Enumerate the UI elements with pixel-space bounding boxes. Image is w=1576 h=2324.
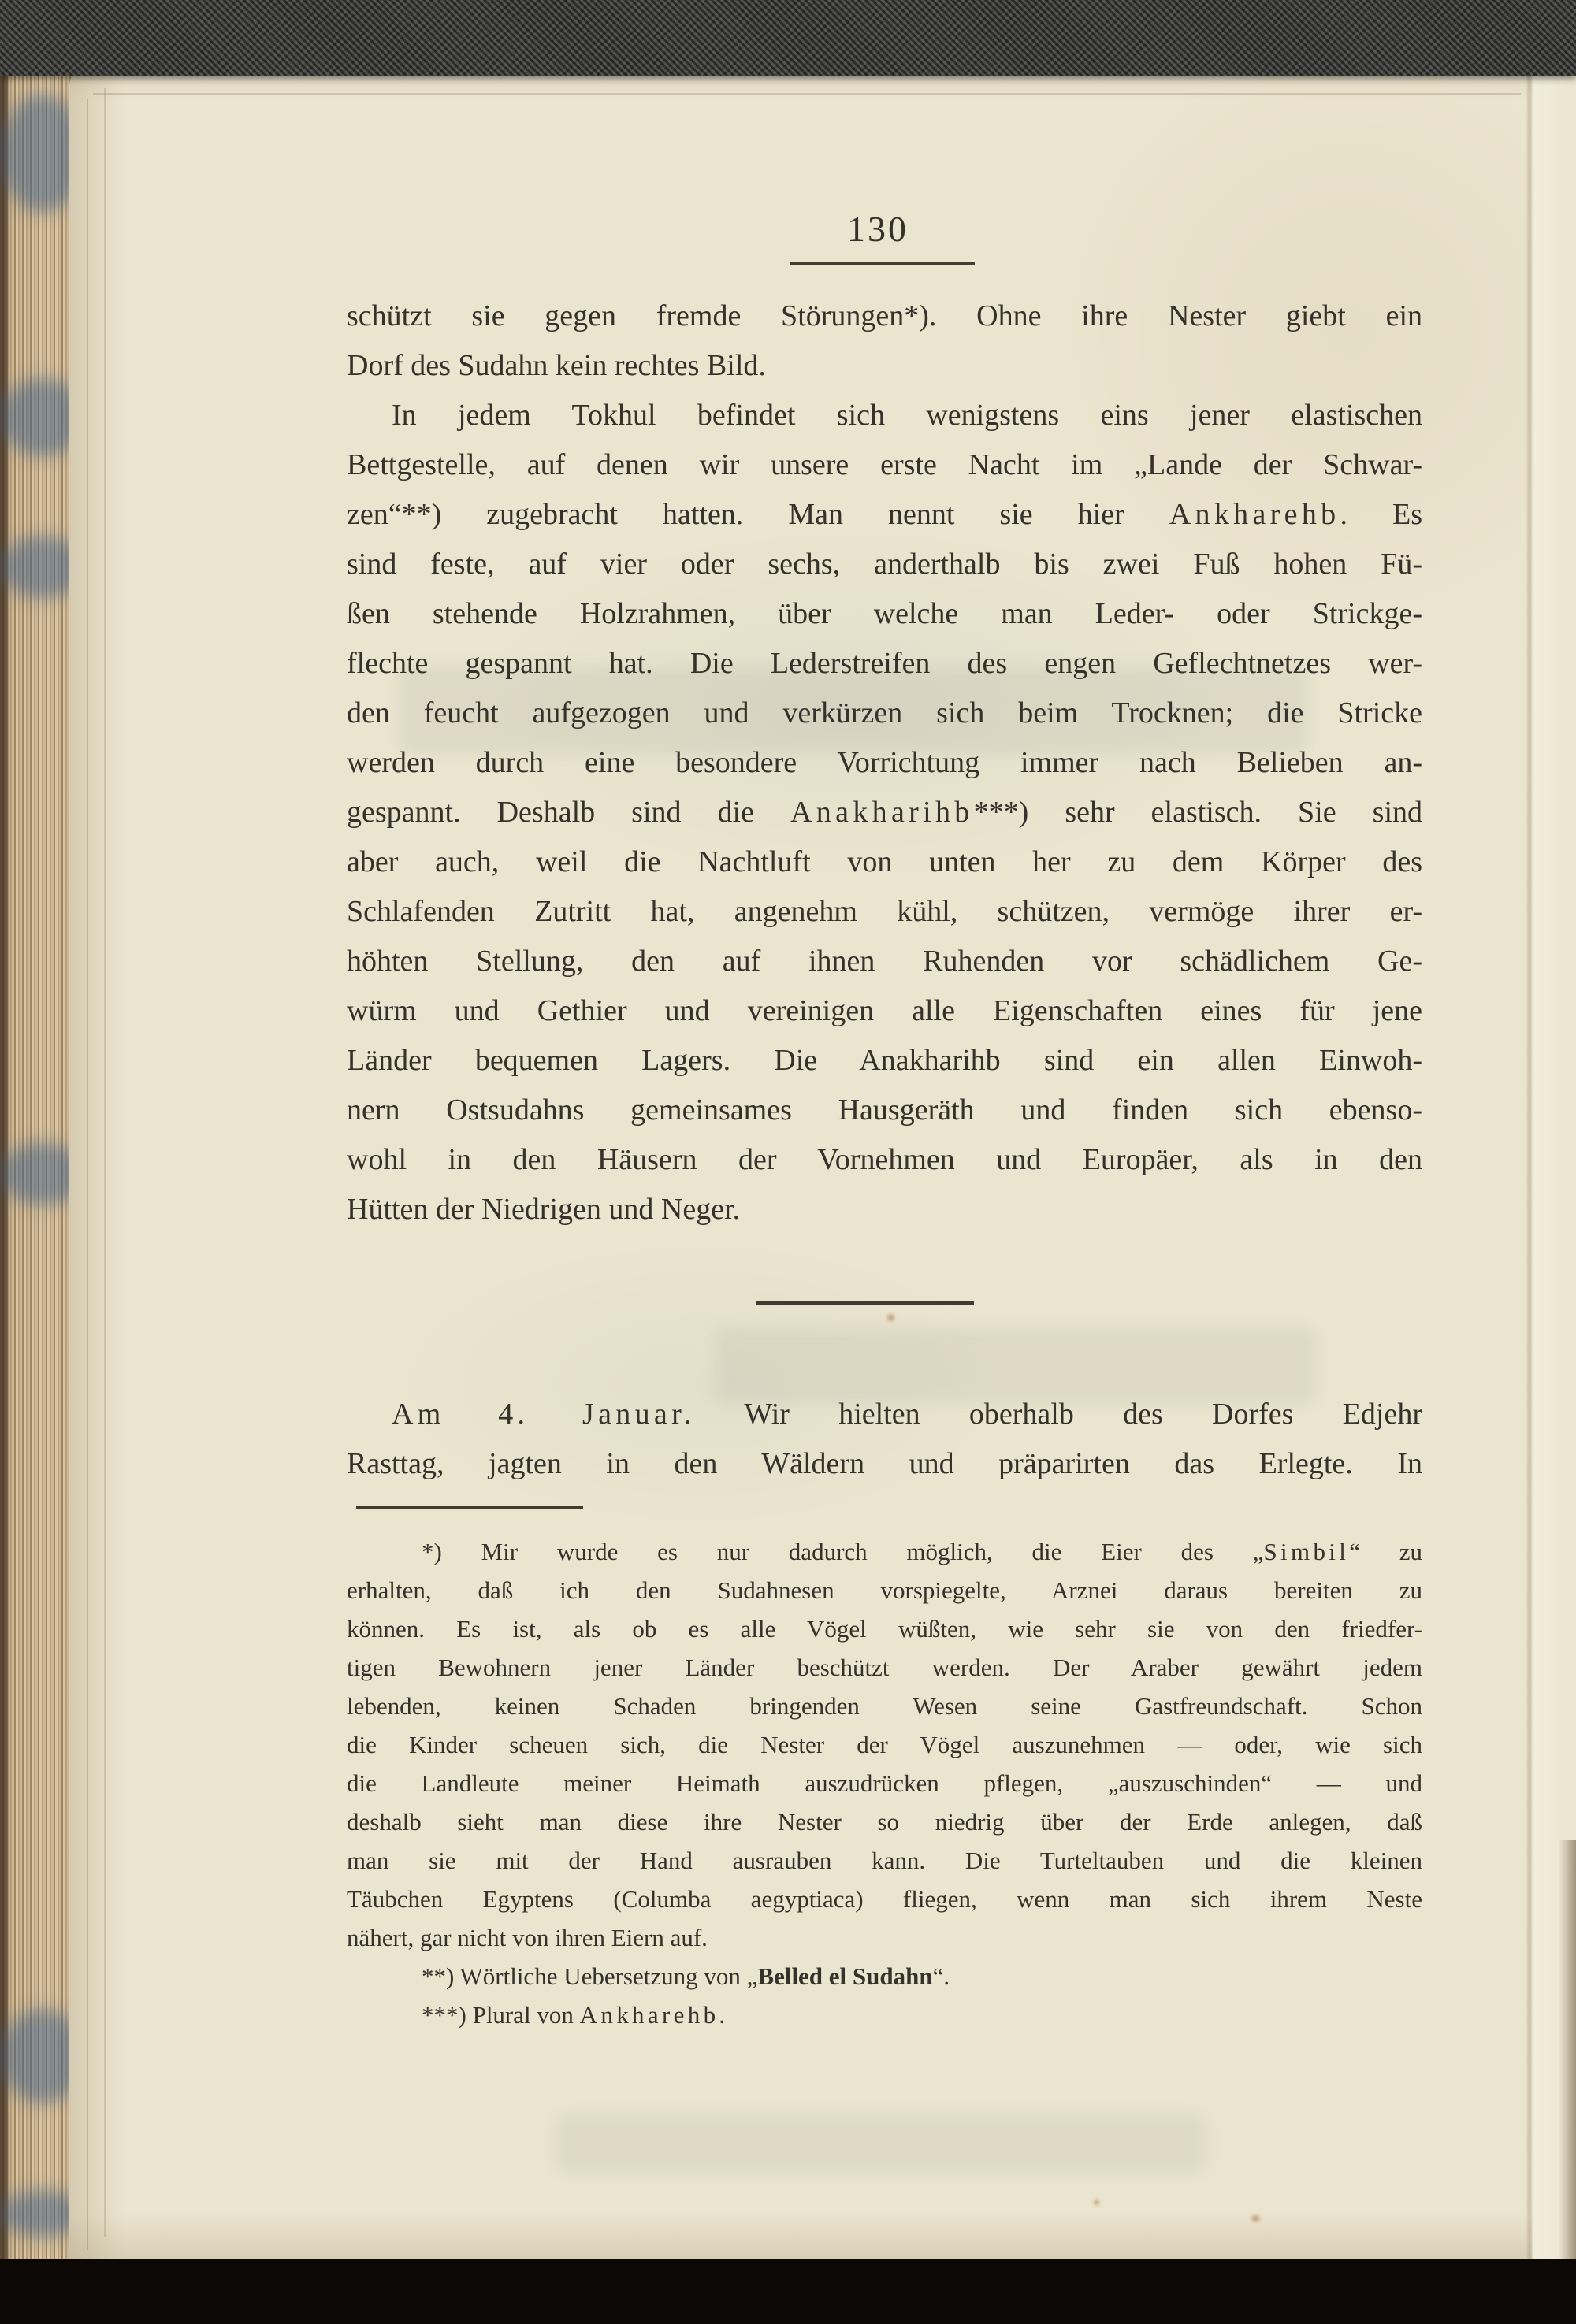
text-run: *) Mir wurde es nur dadurch möglich, die Eier des „ [422, 1538, 1264, 1565]
text-run: schützt sie gegen fremde Störungen*). Ohne ihre Nester giebt ein [347, 299, 1422, 332]
footnotes [347, 1532, 1422, 2034]
book-bottom-edge [0, 2259, 1576, 2324]
text-line [347, 391, 1422, 440]
text-line [347, 738, 1422, 788]
text-line [347, 1725, 1422, 1764]
page-number: 130 [847, 209, 909, 249]
text-line [347, 1687, 1422, 1725]
page-number-rule [790, 262, 975, 265]
text-line [347, 1185, 1422, 1234]
emphasized-text-run: Am 4. Januar. [392, 1398, 696, 1431]
text-run: zen“**) zugebracht hatten. Man nennt sie hier [347, 498, 1169, 531]
text-line [347, 540, 1422, 589]
footnote-separator-rule [356, 1506, 583, 1509]
text-line [347, 1571, 1422, 1609]
foxing-spot [1251, 2215, 1260, 2222]
text-line [347, 1802, 1422, 1841]
text-run: Bettgestelle, auf denen wir unsere erste Nacht im „Lande der Schwar- [347, 448, 1422, 481]
text-run: den feucht aufgezogen und verkürzen sich beim Trocknen; die Stricke [347, 696, 1422, 729]
text-line [347, 1390, 1422, 1439]
text-line [347, 689, 1422, 738]
text-run: erhalten, daß ich den Sudahnesen vorspiegelte, Arznei daraus bereiten zu [347, 1576, 1422, 1604]
text-run: können. Es ist, als ob es alle Vögel wüßten, wie sehr sie von den friedfer- [347, 1615, 1422, 1643]
text-line [347, 1995, 1422, 2034]
text-run: die Landleute meiner Heimath auszudrücken pflegen, „auszuschinden“ — und [347, 1769, 1422, 1797]
text-line [347, 837, 1422, 887]
text-run: flechte gespannt hat. Die Lederstreifen des engen Geflechtnetzes wer- [347, 647, 1422, 680]
text-run: lebenden, keinen Schaden bringenden Wesen seine Gastfreundschaft. Schon [347, 1692, 1422, 1720]
text-run: Täubchen Egyptens ( [347, 1885, 622, 1913]
emphasized-text-run: Ankharehb [1169, 498, 1340, 531]
paragraph-1 [347, 291, 1422, 391]
text-line [347, 1439, 1422, 1489]
text-run: man sie mit der Hand ausrauben kann. Die Turteltauben und die kleinen [347, 1847, 1422, 1874]
text-run: “. [932, 1962, 950, 1990]
text-run: tigen Bewohnern jener Länder beschützt werden. Der Araber gewährt jedem [347, 1654, 1422, 1681]
text-line [347, 1609, 1422, 1648]
text-run: Länder bequemen Lagers. Die Anakharihb sind ein allen Einwoh- [347, 1044, 1422, 1077]
text-run: höhten Stellung, den auf ihnen Ruhenden vor schädlichem Ge- [347, 945, 1422, 978]
text-run: wohl in den Häusern der Vornehmen und Europäer, als in den [347, 1143, 1422, 1176]
text-run: Dorf des Sudahn kein rechtes Bild. [347, 349, 766, 382]
text-run: . [719, 2001, 726, 2029]
text-line [347, 1135, 1422, 1185]
text-run: die Kinder scheuen sich, die Nester der Vögel auszunehmen — oder, wie sich [347, 1731, 1422, 1758]
text-run: Hütten der Niedrigen und Neger. [347, 1193, 741, 1226]
text-run: ßen stehende Holzrahmen, über welche man Leder- oder Strickge- [347, 597, 1422, 630]
text-run: würm und Gethier und vereinigen alle Eigenschaften eines für jene [347, 994, 1422, 1027]
section-separator-rule [756, 1301, 974, 1305]
page-edge-line [87, 99, 88, 2250]
text-line [347, 1880, 1422, 1918]
text-run: ***) Plural von [422, 2001, 580, 2029]
page-gutter-crease [1526, 68, 1533, 2261]
foxing-spot [1094, 2200, 1099, 2205]
emphasized-text-run: Columba aegyptiaca [621, 1885, 856, 1913]
footnote-1 [347, 1532, 1422, 1957]
footnote-2 [347, 1957, 1422, 1995]
text-line [347, 1648, 1422, 1687]
text-line [347, 1532, 1422, 1571]
page-edge-line [104, 88, 106, 2237]
text-run: Rasttag, jagten in den Wäldern und präparirten das Erlegte. In [347, 1447, 1422, 1480]
text-line [347, 1036, 1422, 1086]
text-line [347, 1764, 1422, 1802]
text-line [347, 1918, 1422, 1957]
text-line [347, 341, 1422, 391]
text-run: deshalb sieht man diese ihre Nester so niedrig über der Erde anlegen, daß [347, 1808, 1422, 1836]
text-line [347, 589, 1422, 639]
text-line [347, 887, 1422, 937]
text-block [347, 291, 1422, 2034]
text-run: “ zu [1349, 1538, 1422, 1565]
text-run: Schlafenden Zutritt hat, angenehm kühl, schützen, vermöge ihrer er- [347, 895, 1422, 928]
page-edge-shadow [1559, 1840, 1576, 2261]
text-line [347, 490, 1422, 540]
footnote-3 [347, 1995, 1422, 2034]
text-line [347, 937, 1422, 986]
text-run: sind feste, auf vier oder sechs, anderthalb bis zwei Fuß hohen Fü- [347, 548, 1422, 581]
text-line [347, 1086, 1422, 1135]
paragraph-3 [347, 1390, 1422, 1489]
text-run: ) fliegen, wenn man sich ihrem Neste [855, 1885, 1422, 1913]
text-line [347, 986, 1422, 1036]
text-run: werden durch eine besondere Vorrichtung immer nach Belieben an- [347, 746, 1422, 779]
text-run: gespannt. Deshalb sind die [347, 796, 791, 829]
text-run: aber auch, weil die Nachtluft von unten her zu dem Körper des [347, 845, 1422, 878]
ink-show-through [558, 2116, 1204, 2171]
text-run: . Es [1340, 498, 1422, 531]
page-edge-line [93, 93, 1521, 95]
text-run: **) Wörtliche Uebersetzung von „ [422, 1962, 758, 1990]
text-line [347, 639, 1422, 689]
book-cover-top-edge [0, 0, 1576, 76]
text-run: Wir hielten oberhalb des Dorfes Edjehr [695, 1398, 1422, 1431]
text-line [347, 788, 1422, 837]
text-line [347, 1957, 1422, 1995]
emphasized-text-run: Simbil [1263, 1538, 1350, 1565]
text-run: nähert, gar nicht von ihren Eiern auf. [347, 1924, 708, 1951]
paragraph-2 [347, 391, 1422, 1234]
emphasized-text-run: Ankharehb [579, 2001, 719, 2029]
book-page [69, 68, 1576, 2261]
emphasized-text-run: Anakharihb [790, 796, 974, 829]
text-run: ***) sehr elastisch. Sie sind [973, 796, 1422, 829]
text-line [347, 291, 1422, 341]
text-line [347, 440, 1422, 490]
text-run: In jedem Tokhul befindet sich wenigstens eins jener elastischen [392, 399, 1422, 432]
text-line [347, 1841, 1422, 1880]
text-run: nern Ostsudahns gemeinsames Hausgeräth und finden sich ebenso- [347, 1093, 1422, 1127]
emphasized-text-run: Belled el Sudahn [757, 1962, 933, 1990]
